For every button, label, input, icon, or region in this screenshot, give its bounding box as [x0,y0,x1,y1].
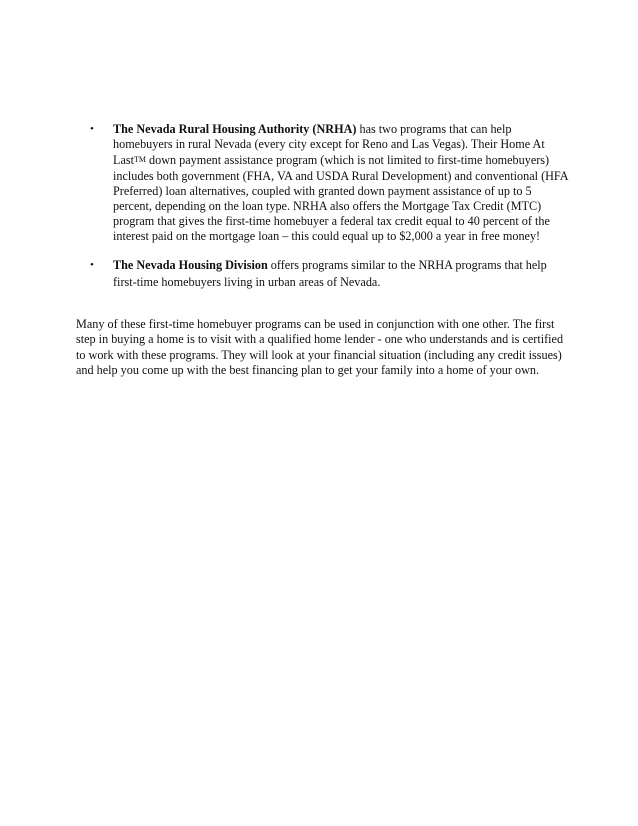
bullet-text-nrha-part1: has two programs that can help homebuyers in rural Nevada (every city except for Reno and Las Vegas). Their Home At Last [113,122,545,168]
trademark-mark: TM [133,155,146,165]
bullet-item-nrha [88,122,568,245]
bullet-item-housing-division [88,257,568,292]
bullet-text-housing-division: offers programs similar to the NRHA programs that help first-time homebuyers living in urban areas of Nevada. [113,257,547,290]
bullet-text-nrha-part2: down payment assistance program (which is not limited to first-time homebuyers) includes both government (FHA, VA and USDA Rural Development) and conventional (HFA Preferred) loan alternatives, coupled with granted down payment assistance of up to 5 percent, depending on the loan type. NRHA also offers the Mortgage Tax Credit (MTC) program that gives the first-time homebuyer a federal tax credit equal to 40 percent of the interest paid on the mortgage loan – this could equal up to $2,000 a year in free money! [113,153,568,244]
bullet-icon: • [90,123,94,135]
bullet-heading-housing-division: The Nevada Housing Division [113,257,268,272]
program-bullet-list [88,122,568,306]
bullet-heading-nrha: The Nevada Rural Housing Authority (NRHA) [113,122,357,136]
body-paragraph: Many of these first-time homebuyer programs can be used in conjunction with one other. The first step in buying a home is to visit with a qualified home lender - one who understands and is certified to work with these programs. They will look at your financial situation (including any credit issues) and help you come up with the best financing plan to get your family into a home of your own. [76,317,564,377]
bullet-icon: • [90,258,94,271]
